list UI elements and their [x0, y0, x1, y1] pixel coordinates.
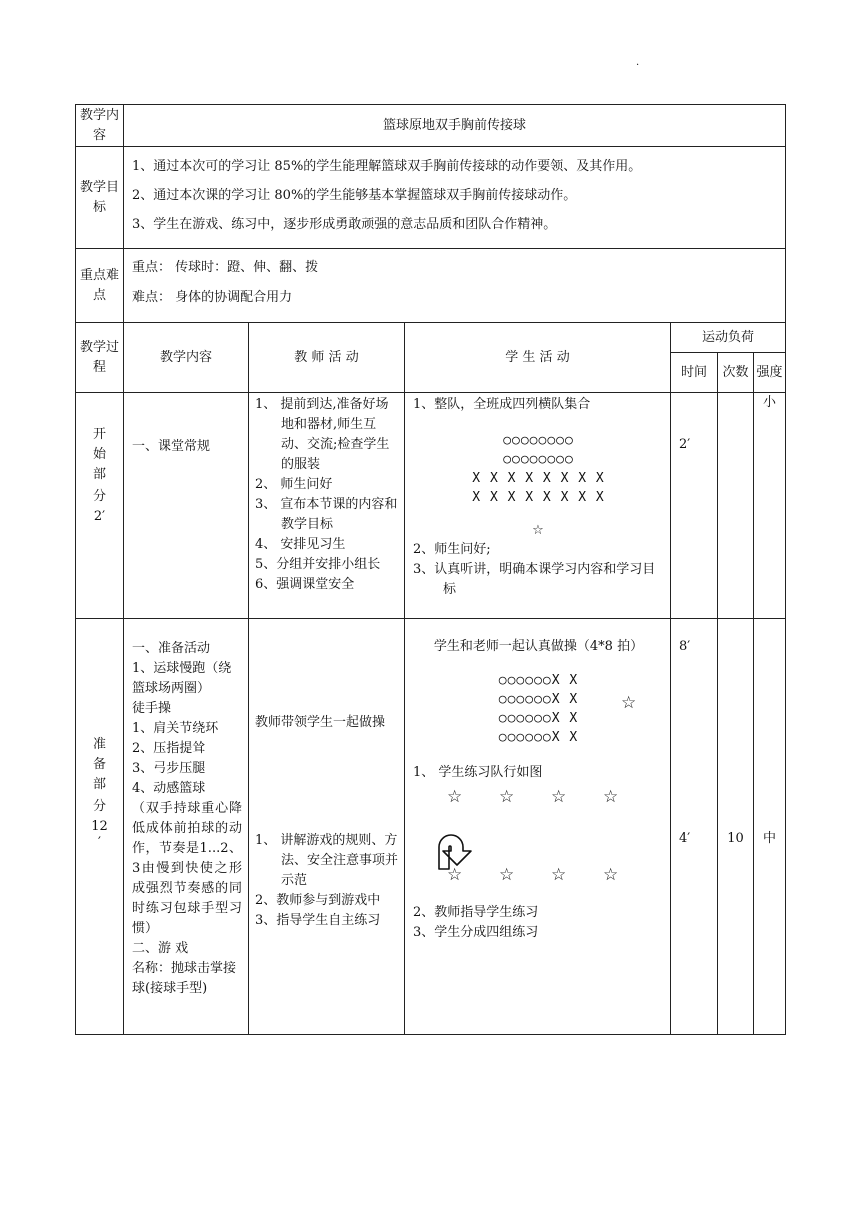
teacher-item: 2、教师参与到游戏中 [255, 893, 381, 908]
formation-row: ○○○○○○○○ [503, 433, 574, 448]
drill-caption: 1、 学生练习队行如图 [413, 765, 543, 780]
drill-star-icon: ☆ [603, 787, 619, 807]
student-intro: 学生和老师一起认真做操（4*8 拍） [433, 639, 644, 654]
prep-content-line: 4、动感篮球 [132, 781, 206, 796]
prep-student-activity [405, 619, 671, 1035]
lesson-title: 篮球原地双手胸前传接球 [124, 105, 786, 147]
teacher-item: 2、 师生问好 [255, 477, 333, 492]
prep-content-line: 名称：抛球击掌接球(接球手型) [132, 961, 237, 996]
prep-time-1: 8′ [679, 639, 691, 654]
teacher-item: 5、分组并安排小组长 [255, 557, 381, 572]
keypoints-row [76, 249, 786, 323]
part-label-char: 部 [92, 467, 106, 482]
keypoints-cell [124, 249, 786, 323]
teacher-lead: 教师带领学生一起做操 [255, 715, 386, 730]
objectives-cell [124, 147, 786, 249]
part-label-char: 部 [92, 777, 106, 792]
prep-count: 10 [718, 619, 754, 1035]
teacher-item: 3、指导学生自主练习 [255, 913, 381, 928]
prep-content-line: 一、准备活动 [132, 641, 211, 656]
header-content: 教学内容 [124, 323, 249, 393]
formation-row: ○○○○○○○○ [503, 452, 574, 467]
start-time: 2′ [671, 393, 718, 619]
part-label-char: 始 [92, 447, 106, 462]
formation-row: ○○○○○○X X [498, 673, 579, 688]
drill-star-icon: ☆ [551, 865, 567, 885]
formation-row: X X X X X X X X [472, 490, 605, 505]
objective-item: 1、通过本次可的学习让 85%的学生能理解篮球双手胸前传接球的动作要领、及其作用。 [132, 159, 642, 174]
prep-content-line: 1、肩关节绕环 [132, 721, 219, 736]
part-label-char: 12 [91, 819, 108, 834]
process-header-row [76, 323, 786, 353]
teacher-item: 1、 讲解游戏的规则、方法、安全注意事项并示范 [255, 833, 399, 888]
header-teacher: 教 师 活 动 [249, 323, 405, 393]
objectives-row [76, 147, 786, 249]
student-step: 2、师生问好; [413, 542, 491, 557]
drill-star-icon: ☆ [447, 787, 463, 807]
teacher-item: 4、 安排见习生 [255, 537, 346, 552]
header-intensity: 强度 [754, 353, 786, 393]
student-step: 3、认真听讲，明确本课学习内容和学习目标 [413, 562, 656, 597]
teacher-item: 1、 提前到达,准备好场地和器材,师生互动、交流;检查学生的服装 [255, 397, 390, 472]
start-intensity: 小 [754, 393, 786, 619]
part-label-char: 准 [92, 737, 106, 752]
corner-mark: . [636, 57, 640, 68]
part-label-char: 分 [92, 799, 106, 814]
start-teacher-activity [249, 393, 405, 619]
prep-content-line: 1、运球慢跑（绕篮球场两圈） [132, 661, 232, 696]
key-point: 重点： 传球时：蹬、伸、翻、拨 [132, 260, 319, 275]
drill-star-icon: ☆ [499, 865, 515, 885]
prep-content-line: 2、压指提耸 [132, 741, 206, 756]
start-student-activity [405, 393, 671, 619]
drill-diagram [413, 783, 664, 903]
prep-content-line: 二、游 戏 [132, 941, 189, 956]
formation-row: ○○○○○○X X [498, 692, 579, 707]
part-label-char: 开 [92, 427, 106, 442]
part-label-char: 分 [92, 489, 106, 504]
formation-row: ○○○○○○X X [498, 730, 579, 745]
drill-star-icon: ☆ [447, 865, 463, 885]
objective-item: 2、通过本次课的学习让 80%的学生能够基本掌握篮球双手胸前传接球动作。 [132, 188, 577, 203]
prep-content [124, 619, 249, 1035]
prep-part-label [76, 619, 124, 1035]
start-part-label [76, 393, 124, 619]
student-step: 2、教师指导学生练习 [413, 905, 539, 920]
process-label: 教学过程 [76, 323, 124, 393]
teacher-item: 6、强调课堂安全 [255, 577, 355, 592]
prep-content-line: 徒手操 [132, 701, 172, 716]
formation-row: X X X X X X X X [472, 471, 605, 486]
drill-star-icon: ☆ [499, 787, 515, 807]
teacher-position-star-icon: ☆ [532, 523, 545, 538]
part-label-char: ′ [98, 835, 101, 850]
start-count [718, 393, 754, 619]
prep-teacher-activity [249, 619, 405, 1035]
content-row [76, 105, 786, 147]
objectives-label: 教学目标 [76, 147, 124, 249]
prep-time-2: 4′ [679, 831, 691, 846]
start-content: 一、课堂常规 [124, 393, 249, 619]
prep-section-row [76, 619, 786, 1035]
lesson-plan-table [75, 104, 786, 1035]
drill-star-icon: ☆ [551, 787, 567, 807]
drill-star-icon: ☆ [603, 865, 619, 885]
header-load: 运动负荷 [671, 323, 786, 353]
objective-item: 3、学生在游戏、练习中，逐步形成勇敢顽强的意志品质和团队合作精神。 [132, 217, 557, 232]
teacher-item: 3、 宣布本节课的内容和教学目标 [255, 497, 398, 532]
prep-time [671, 619, 718, 1035]
prep-content-line: 3、弓步压腿 [132, 761, 206, 776]
student-intro: 1、整队，全班成四列横队集合 [413, 397, 591, 412]
prep-content-line: （双手持球重心降低成体前拍球的动作，节奏是1...2、3由慢到快使之形成强烈节奏感的同时练习包球手型习惯） [132, 801, 242, 936]
keypoints-label: 重点难点 [76, 249, 124, 323]
prep-intensity: 中 [754, 619, 786, 1035]
header-student: 学 生 活 动 [405, 323, 671, 393]
content-label: 教学内容 [76, 105, 124, 147]
header-time: 时间 [671, 353, 718, 393]
start-section-row [76, 393, 786, 619]
part-label-char: 2′ [93, 509, 106, 524]
formation-row: ○○○○○○X X [498, 711, 579, 726]
header-count: 次数 [718, 353, 754, 393]
difficult-point: 难点： 身体的协调配合用力 [132, 290, 293, 305]
part-label-char: 备 [92, 757, 106, 772]
student-step: 3、学生分成四组练习 [413, 925, 539, 940]
teacher-position-star-icon: ☆ [621, 693, 637, 713]
